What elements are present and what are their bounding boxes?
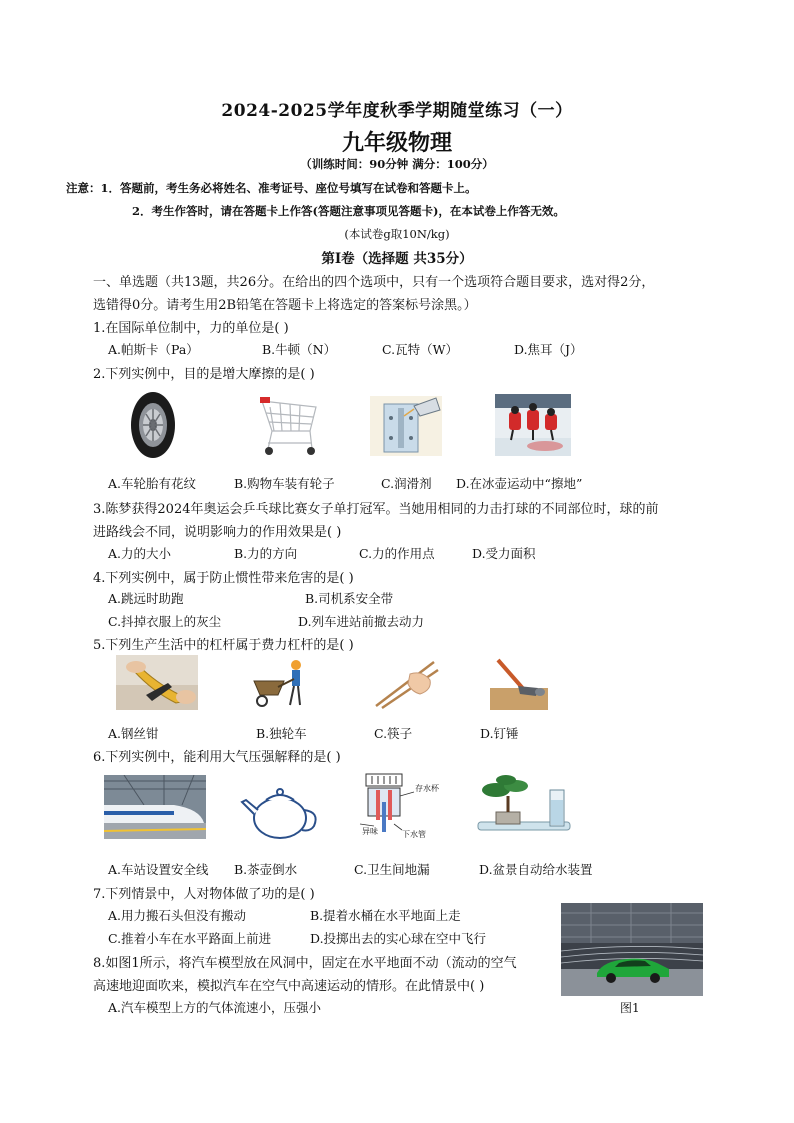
- q8-stem-line-1: 8.如图1所示，将汽车模型放在风洞中，固定在水平地面不动（流动的空气: [93, 956, 517, 971]
- notice-line-1: 注意：1．答题前，考生务必将姓名、准考证号、座位号填写在试卷和答题卡上。: [66, 181, 477, 195]
- q6-option-a: A.车站设置安全线: [108, 862, 209, 877]
- q5-stem: 5.下列生产生活中的杠杆属于费力杠杆的是( ): [93, 638, 354, 653]
- q4-stem: 4.下列实例中，属于防止惯性带来危害的是( ): [93, 571, 354, 586]
- teapot-image: [240, 776, 322, 840]
- q1-option-c: C.瓦特（W）: [382, 342, 458, 357]
- lubricant-hinge-image: [370, 396, 442, 456]
- q4-option-d: D.列车进站前撤去动力: [298, 614, 425, 629]
- q5-option-d: D.钉锤: [480, 726, 519, 741]
- q3-stem-line-2: 进路线会不同，说明影响力的作用效果是( ): [93, 525, 342, 540]
- q5-option-b: B.独轮车: [256, 726, 307, 741]
- q3-option-c: C.力的作用点: [359, 546, 435, 561]
- pliers-image: [116, 655, 198, 710]
- q7-option-a: A.用力搬石头但没有搬动: [108, 908, 247, 923]
- q2-option-b: B.购物车装有轮子: [234, 476, 335, 491]
- q4-option-a: A.跳远时助跑: [108, 591, 184, 606]
- q5-option-c: C.筷子: [374, 726, 413, 741]
- claw-hammer-image: [490, 654, 548, 710]
- q7-stem: 7.下列情景中，人对物体做了功的是( ): [93, 887, 315, 902]
- section-intro-line-1: 一、单选题（共13题，共26分。在给出的四个选项中，只有一个选项符合题目要求，选对得2分，: [93, 275, 655, 290]
- q7-option-d: D.投掷出去的实心球在空中飞行: [310, 931, 487, 946]
- q5-option-a: A.钢丝钳: [108, 726, 159, 741]
- q3-option-a: A.力的大小: [108, 546, 172, 561]
- chopsticks-image: [372, 656, 442, 710]
- drain-label-pipe: 下水管: [402, 830, 426, 839]
- wheelbarrow-image: [250, 657, 306, 709]
- part-one-title: 第Ⅰ卷（选择题 共35分）: [321, 251, 473, 267]
- q7-option-b: B.提着水桶在水平地面上走: [310, 908, 461, 923]
- notice-line-2: 2．考生作答时，请在答题卡上作答(答题注意事项见答题卡)，在本试卷上作答无效。: [132, 204, 565, 218]
- q4-option-b: B.司机系安全带: [305, 591, 394, 606]
- q2-option-a: A.车轮胎有花纹: [108, 476, 197, 491]
- bonsai-water-device-image: [472, 772, 572, 836]
- q4-option-c: C.抖掉衣服上的灰尘: [108, 614, 222, 629]
- q8-stem-line-2: 高速地迎面吹来，模拟汽车在空气中高速运动的情形。在此情景中( ): [93, 979, 485, 994]
- drain-label-cup: 存水杯: [415, 784, 439, 793]
- figure-1-caption: 图1: [620, 1001, 640, 1015]
- q1-option-d: D.焦耳（J）: [514, 342, 583, 357]
- q2-option-d: D.在冰壶运动中“擦地”: [456, 476, 583, 491]
- exam-title: 2024-2025学年度秋季学期随堂练习（一）: [221, 101, 573, 121]
- q6-option-d: D.盆景自动给水装置: [479, 862, 593, 877]
- q6-option-c: C.卫生间地漏: [354, 862, 430, 877]
- q6-stem: 6.下列实例中，能利用大气压强解释的是( ): [93, 750, 341, 765]
- drain-label-smell: 异味: [362, 827, 378, 836]
- q1-option-b: B.牛顿（N）: [262, 342, 337, 357]
- q8-option-a: A.汽车模型上方的气体流速小，压强小: [108, 1000, 322, 1015]
- q3-option-d: D.受力面积: [472, 546, 536, 561]
- exam-subject: 九年级物理: [341, 130, 452, 156]
- shopping-cart-image: [258, 393, 320, 459]
- q3-option-b: B.力的方向: [234, 546, 298, 561]
- exam-time-info: （训练时间：90分钟 满分：100分）: [300, 157, 494, 171]
- q2-option-c: C.润滑剂: [381, 476, 432, 491]
- q1-option-a: A.帕斯卡（Pa）: [108, 342, 199, 357]
- q7-option-c: C.推着小车在水平路面上前进: [108, 931, 272, 946]
- q6-option-b: B.茶壶倒水: [234, 862, 298, 877]
- wind-tunnel-car-image: [561, 903, 703, 996]
- train-station-image: [104, 775, 206, 839]
- tire-image: [128, 391, 178, 459]
- g-note: (本试卷g取10N/kg): [344, 227, 450, 241]
- curling-image: [495, 394, 571, 456]
- q3-stem-line-1: 3.陈梦获得2024年奥运会乒乓球比赛女子单打冠军。当她用相同的力击打球的不同部位时，球的前: [93, 502, 659, 517]
- q2-stem: 2.下列实例中，目的是增大摩擦的是( ): [93, 367, 315, 382]
- section-intro-line-2: 选错得0分。请考生用2B铅笔在答题卡上将选定的答案标号涂黑。）: [93, 298, 477, 313]
- q1-stem: 1.在国际单位制中，力的单位是( ): [93, 321, 289, 336]
